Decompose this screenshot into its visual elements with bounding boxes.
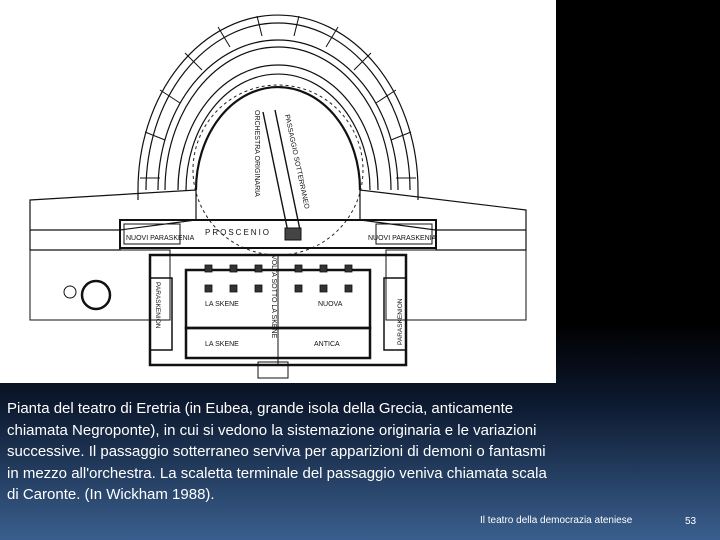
label-orchestra-originaria: ORCHESTRA ORIGINARIA (253, 110, 260, 197)
label-nuovi-paraskenia-right: NUOVI PARASKENIA (368, 235, 437, 242)
slide-caption: Pianta del teatro di Eretria (in Eubea, grande isola della Grecia, anticamente chiamata Negroponte), in cui si vedono la sistemazione originaria e le variazioni successive. Il passaggio sotterraneo serviva per apparizioni di demoni o fantasmi in mezzo all'orchestra. La scaletta terminale del passaggio veniva chiamata scala di Caronte. (In Wickham 1988). (7, 400, 547, 503)
label-nuovi-paraskenia-left: NUOVI PARASKENIA (126, 235, 195, 242)
label-passaggio-sotterraneo: PASSAGGIO SOTTERRANEO (283, 113, 310, 210)
label-paraskenion-right: PARASKENION (397, 298, 404, 345)
label-volta-sotto-la-skene: VOLTA SOTTO LA SKENE (270, 255, 277, 339)
label-la-skene-antica-right: ANTICA (314, 341, 340, 348)
slide-footer: Il teatro della democrazia ateniese (480, 515, 633, 526)
label-paraskenion-left: PARASKENION (154, 282, 161, 329)
label-proscenio: PROSCENIO (205, 228, 272, 237)
label-la-skene-antica-left: LA SKENE (205, 341, 239, 348)
slide-number: 53 (685, 516, 697, 527)
label-la-skene-nuova-left: LA SKENE (205, 301, 239, 308)
label-la-skene-nuova-right: NUOVA (318, 301, 343, 308)
